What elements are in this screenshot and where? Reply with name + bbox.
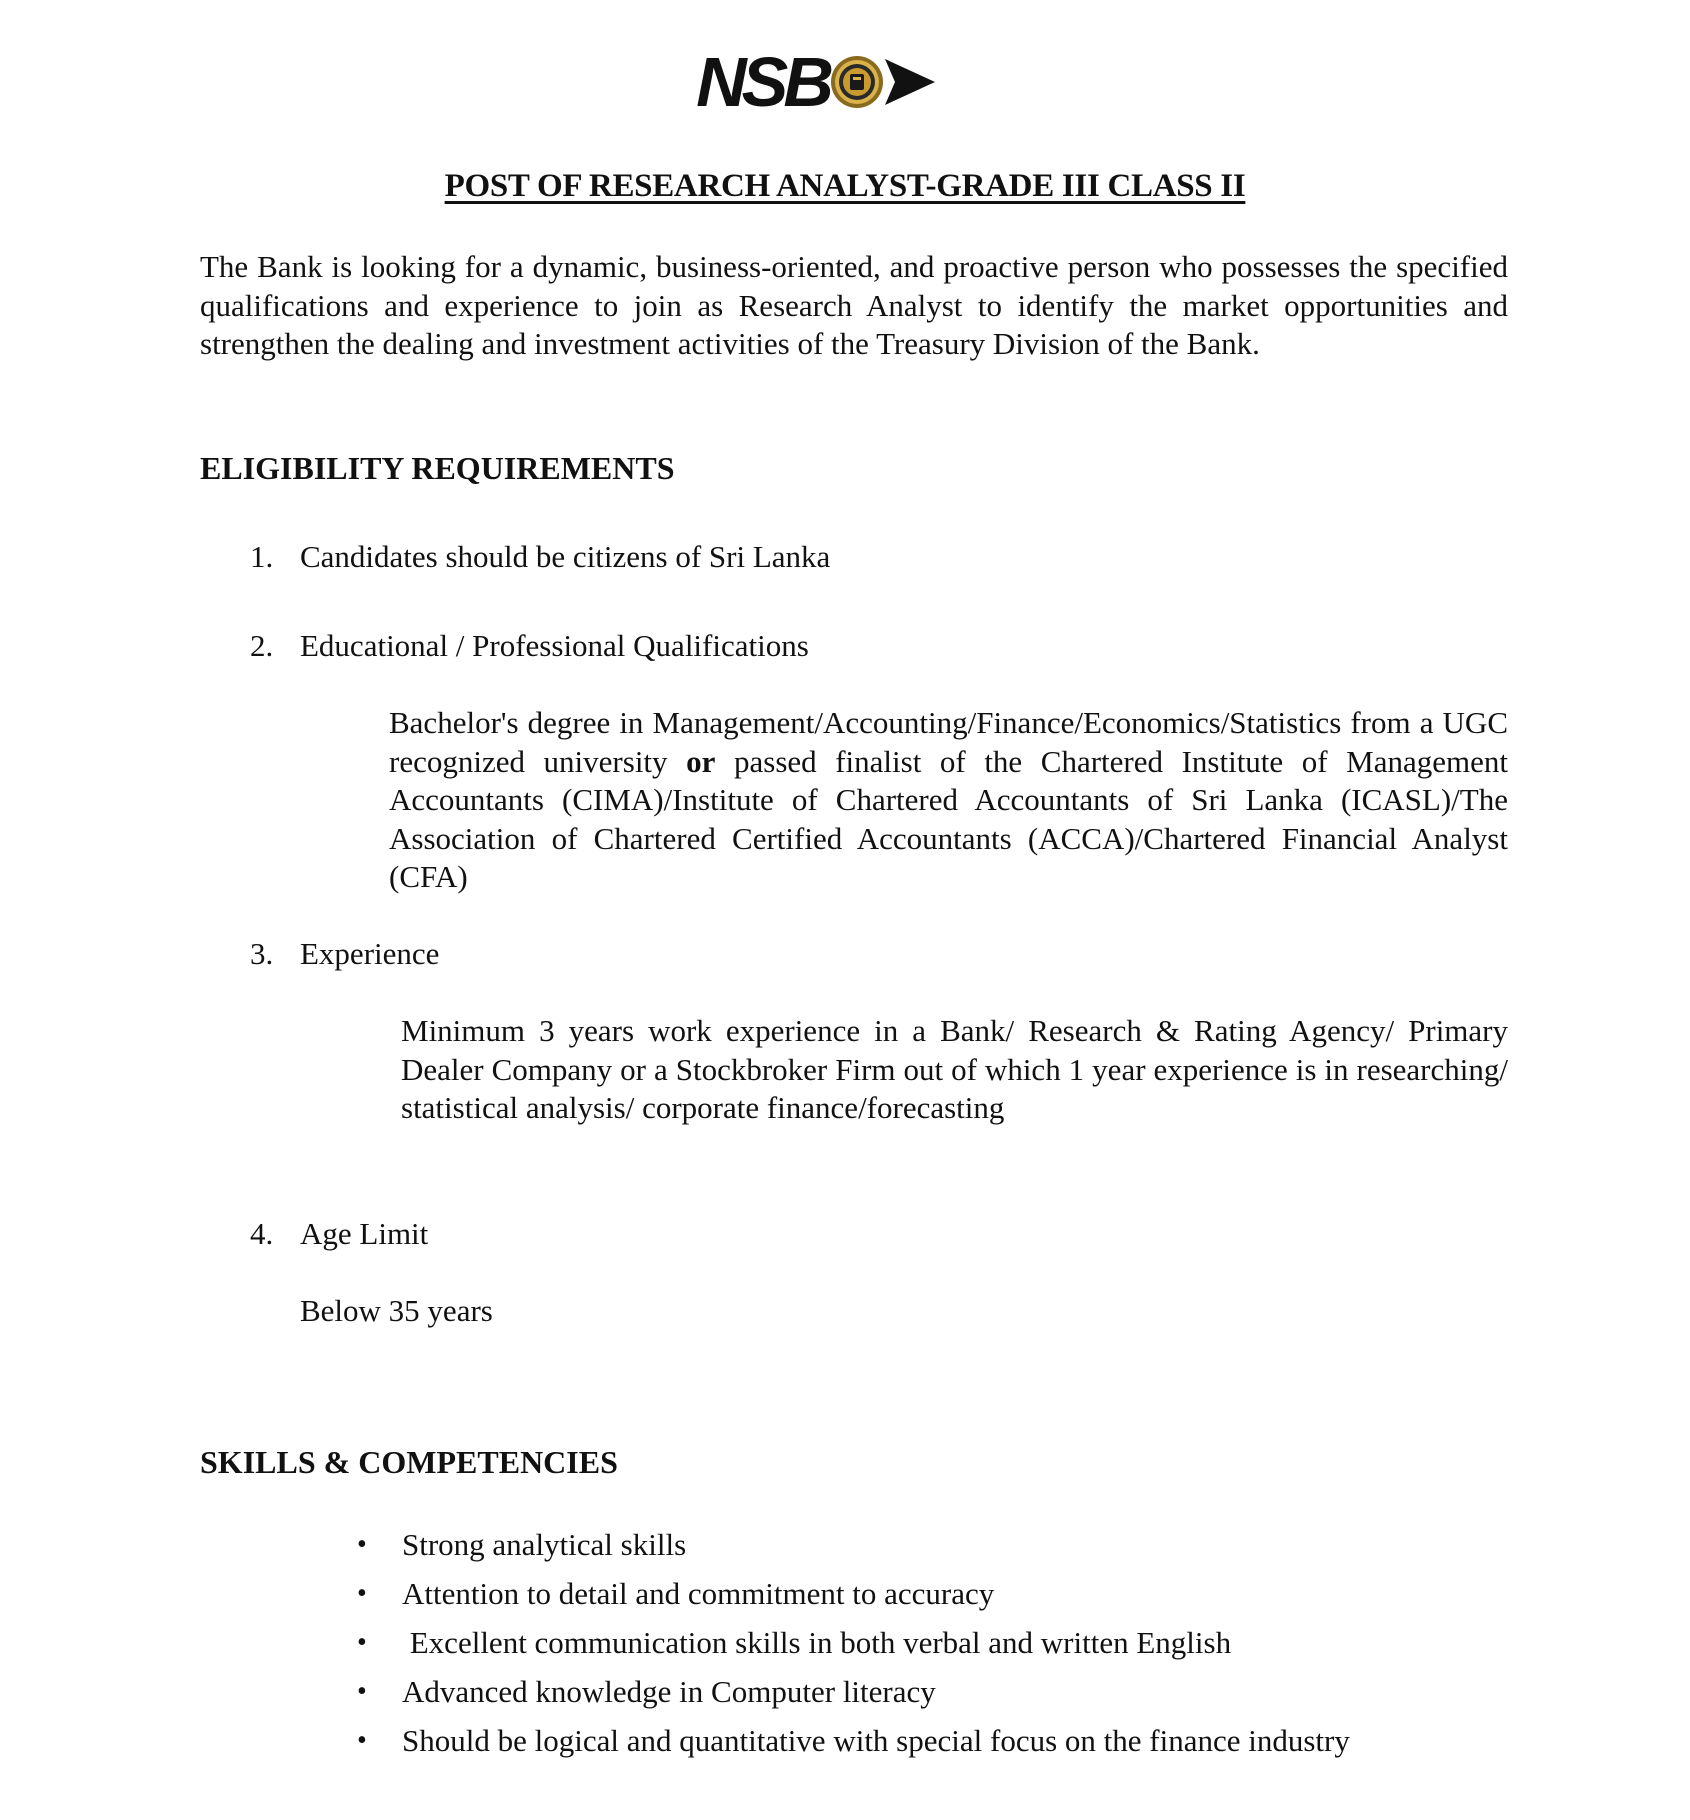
skill-text: Excellent communication skills in both verbal and written English — [402, 1625, 1232, 1660]
item-label: Educational / Professional Qualifications — [300, 628, 809, 663]
age-limit-detail — [300, 1292, 493, 1330]
qualifications-or: or — [686, 743, 716, 779]
list-item — [357, 1569, 1350, 1618]
qualifications-detail — [389, 704, 1508, 897]
list-item — [357, 1667, 1350, 1716]
list-item — [357, 1618, 1350, 1667]
intro-paragraph: The Bank is looking for a dynamic, business-oriented, and proactive person who possesses the specified qualifications and experience to join as Research Analyst to identify the market opportunities and strengthen the dealing and investment activities of the Treasury Division of the Bank. — [200, 249, 1508, 361]
nsb-logo — [0, 42, 1690, 122]
item-number: 3. — [250, 936, 274, 971]
logo-text: NSB — [696, 43, 829, 121]
bullet-icon: • — [357, 1725, 367, 1756]
skill-text: Attention to detail and commitment to accuracy — [402, 1576, 995, 1611]
item-number: 1. — [250, 539, 274, 574]
skills-heading: SKILLS & COMPETENCIES — [200, 1444, 618, 1480]
qualifications-text-2: passed finalist of the Chartered Institute of Management Accountants (CIMA)/Institute of Chartered Accountants of Sri Lanka (ICASL)/The Association of Chartered Certified Accountants (ACCA)/Chartered Financial Analyst (CFA) — [389, 743, 1508, 894]
list-item — [357, 1520, 1350, 1569]
age-limit-value: Below 35 years — [300, 1293, 493, 1328]
skill-text: Advanced knowledge in Computer literacy — [402, 1674, 936, 1709]
skill-text: Should be logical and quantitative with special focus on the finance industry — [402, 1723, 1350, 1758]
bullet-icon: • — [357, 1627, 367, 1658]
page-title: POST OF RESEARCH ANALYST-GRADE III CLASS II — [444, 168, 1246, 204]
eligibility-heading: ELIGIBILITY REQUIREMENTS — [200, 450, 675, 486]
item-number: 2. — [250, 628, 274, 663]
bullet-icon: • — [357, 1676, 367, 1707]
nsb-emblem-arrow-icon — [827, 49, 939, 115]
list-item — [357, 1716, 1350, 1765]
item-number: 4. — [250, 1216, 274, 1251]
experience-detail: Minimum 3 years work experience in a Bank/ Research & Rating Agency/ Primary Dealer Company or a Stockbroker Firm out of which 1 year experience is in researching/ statistical analysis/ corporate finance/forecasting — [401, 1013, 1508, 1125]
bullet-icon: • — [357, 1578, 367, 1609]
item-label: Age Limit — [300, 1216, 429, 1251]
skill-text: Strong analytical skills — [402, 1527, 687, 1562]
qualifications-text-1: Bachelor's degree in Management/Accounting/Finance/Economics/Statistics from a UGC recognized university — [389, 705, 1508, 779]
bullet-icon: • — [357, 1529, 367, 1560]
item-label: Candidates should be citizens of Sri Lanka — [300, 539, 831, 574]
item-label: Experience — [300, 936, 440, 971]
skills-list — [357, 1520, 1350, 1765]
